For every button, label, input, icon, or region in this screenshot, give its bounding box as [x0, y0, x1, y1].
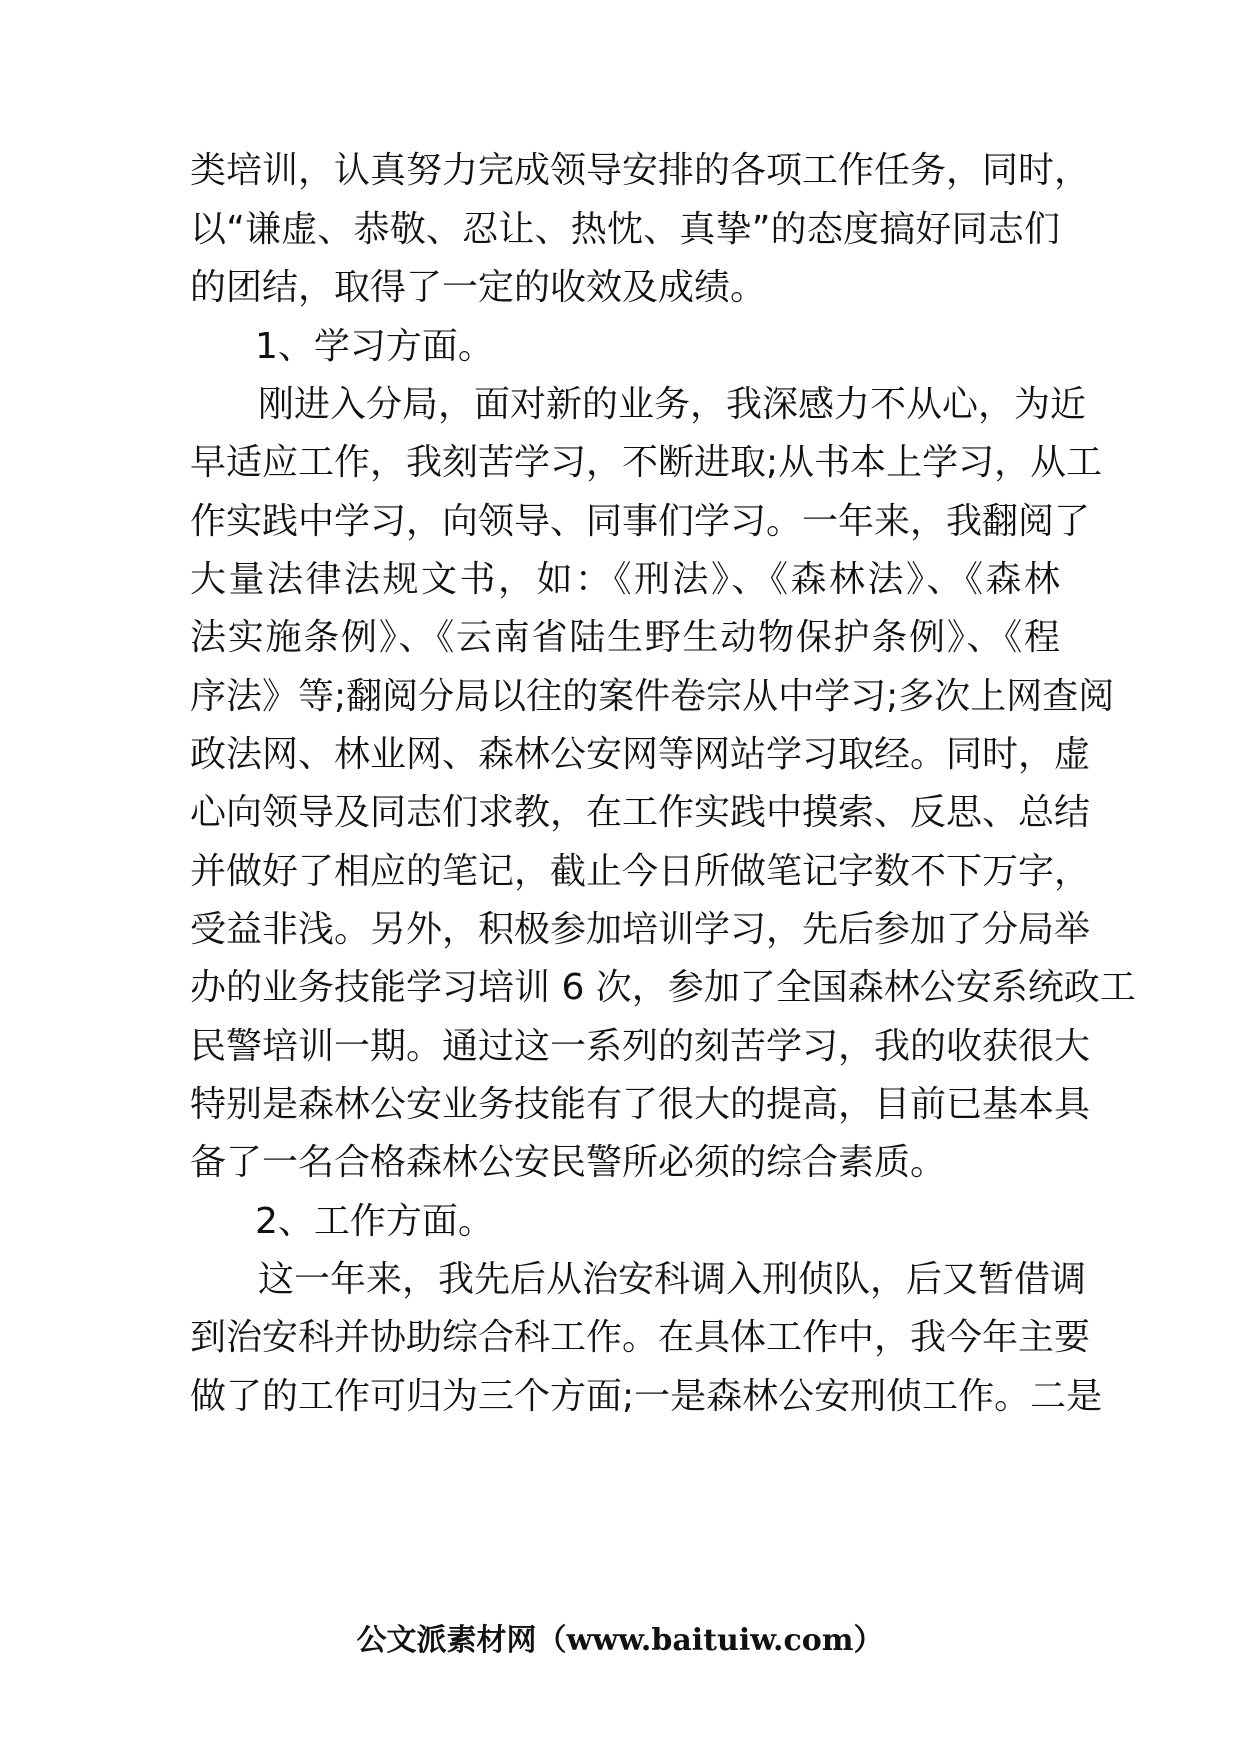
- text-line: 办的业务技能学习培训 6 次，参加了全国森林公安系统政工: [190, 967, 1136, 1008]
- text-line: 并做好了相应的笔记，截止今日所做笔记字数不下万字，: [190, 851, 1091, 892]
- text-line: 刚进入分局，面对新的业务，我深感力不从心，为近: [258, 384, 1087, 425]
- text-line: 以“谦虚、恭敬、忍让、热忱、真挚”的态度搞好同志们: [190, 209, 1060, 250]
- text-line: 民警培训一期。通过这一系列的刻苦学习，我的收获很大: [190, 1026, 1091, 1067]
- text-line: 作实践中学习，向领导、同事们学习。一年来，我翻阅了: [190, 501, 1091, 542]
- text-line: 心向领导及同志们求教，在工作实践中摸索、反思、总结: [190, 792, 1091, 833]
- text-line: 特别是森林公安业务技能有了很大的提高，目前已基本具: [190, 1084, 1091, 1125]
- text-line: 到治安科并协助综合科工作。在具体工作中，我今年主要: [190, 1317, 1091, 1358]
- section-heading: 2、工作方面。: [255, 1201, 494, 1242]
- text-line: 备了一名合格森林公安民警所必须的综合素质。: [190, 1142, 947, 1183]
- text-line: 受益非浅。另外，积极参加培训学习，先后参加了分局举: [190, 909, 1091, 950]
- text-line: 做了的工作可归为三个方面;一是森林公安刑侦工作。二是: [190, 1376, 1103, 1417]
- text-line: 的团结，取得了一定的收效及成绩。: [190, 267, 767, 308]
- footer-source-text: 公文派素材网（www.baituiw.com）: [356, 1623, 884, 1658]
- text-line: 这一年来，我先后从治安科调入刑侦队，后又暂借调: [258, 1259, 1087, 1300]
- text-line: 法实施条例》、《云南省陆生野生动物保护条例》、《程: [190, 617, 1060, 658]
- text-line: 大量法律法规文书，如：《刑法》、《森林法》、《森林: [190, 559, 1060, 600]
- text-line: 政法网、林业网、森林公安网等网站学习取经。同时，虚: [190, 734, 1091, 775]
- text-line: 早适应工作，我刻苦学习，不断进取;从书本上学习，从工: [190, 442, 1103, 483]
- text-line: 序法》等;翻阅分局以往的案件卷宗从中学习;多次上网查阅: [190, 676, 1115, 717]
- text-line: 类培训，认真努力完成领导安排的各项工作任务，同时，: [190, 150, 1091, 191]
- section-heading: 1、学习方面。: [255, 326, 494, 367]
